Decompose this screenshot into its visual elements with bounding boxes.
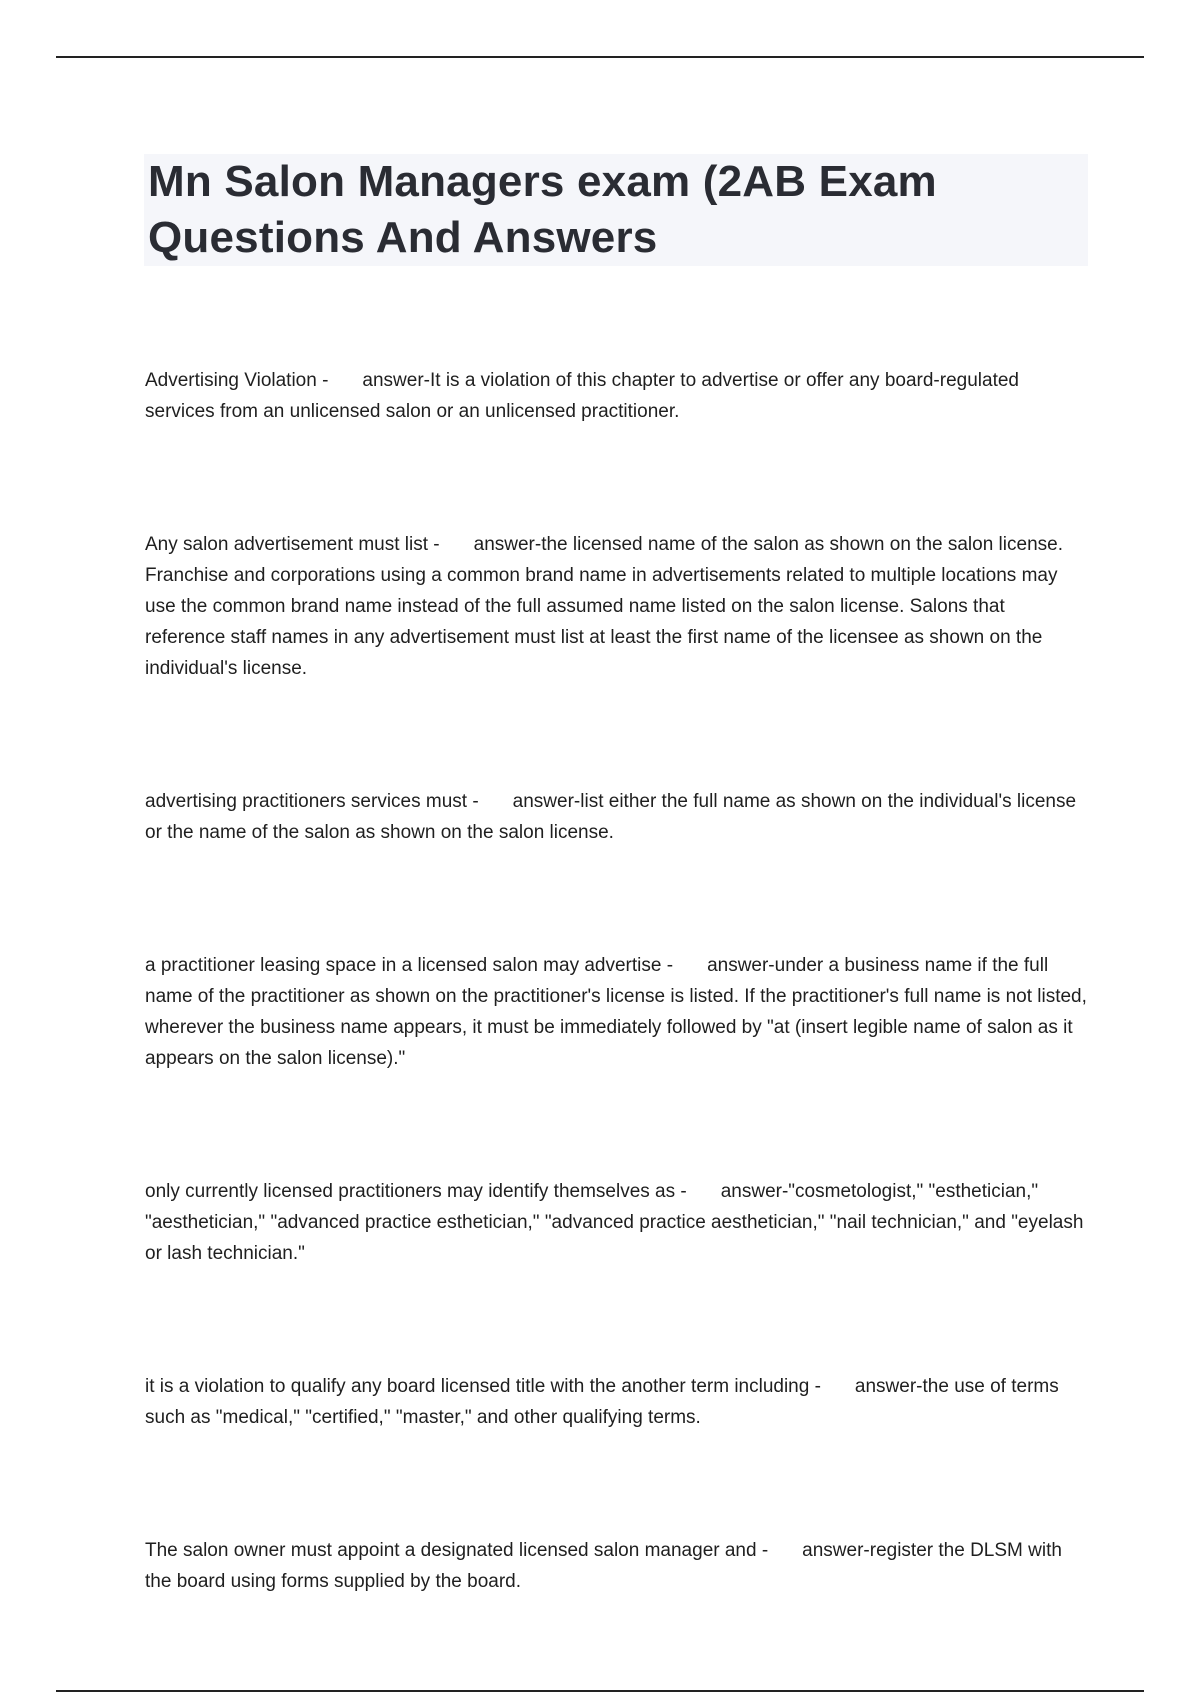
question-text: The salon owner must appoint a designated licensed salon manager and - [145,1540,769,1561]
question-text: advertising practitioners services must - [145,791,479,812]
answer-text: answer-the licensed name of the salon as shown on the salon license. Franchise and corporations using a common brand name in advertisements related to multiple locations may use the common brand name instead of the full assumed name listed on the salon license. Salons that reference staff names in any advertisement must list at least the first name of the licensee as shown on the individual's license. [145,534,1063,679]
document-title: Mn Salon Managers exam (2AB Exam Questions And Answers [148,157,937,262]
answer-text: answer-list either the full name as shown on the individual's license or the name of the salon as shown on the salon license. [145,791,1077,843]
question-text: Any salon advertisement must list - [145,534,440,555]
qa-item [145,365,1090,427]
question-text: it is a violation to qualify any board licensed title with the another term including - [145,1376,821,1397]
answer-text: answer-the use of terms such as "medical," "certified," "master," and other qualifying terms. [145,1376,1059,1428]
question-text: a practitioner leasing space in a licensed salon may advertise - [145,955,674,976]
qa-item [145,786,1090,848]
answer-text: answer-register the DLSM with the board using forms supplied by the board. [145,1540,1062,1592]
qa-item [145,1371,1090,1433]
answer-text: answer-under a business name if the full name of the practitioner as shown on the practitioner's license is listed. If the practitioner's full name is not listed, wherever the business name appears, it must be immediately followed by "at (insert legible name of salon as it appears on the salon license)." [145,955,1087,1069]
qa-item [145,1535,1090,1597]
qa-list [145,365,1090,1699]
question-text: Advertising Violation - [145,370,329,391]
qa-item [145,950,1090,1074]
answer-text: answer-"cosmetologist," "esthetician," "aesthetician," "advanced practice esthetician," "advanced practice aesthetician," "nail technician," and "eyelash or lash technician." [145,1181,1084,1264]
answer-text: answer-It is a violation of this chapter to advertise or offer any board-regulated services from an unlicensed salon or an unlicensed practitioner. [145,370,1019,422]
qa-item [145,529,1090,684]
question-text: only currently licensed practitioners may identify themselves as - [145,1181,687,1202]
title-block [144,154,1088,266]
qa-item [145,1176,1090,1269]
top-rule [56,56,1144,58]
bottom-rule [56,1690,1144,1692]
